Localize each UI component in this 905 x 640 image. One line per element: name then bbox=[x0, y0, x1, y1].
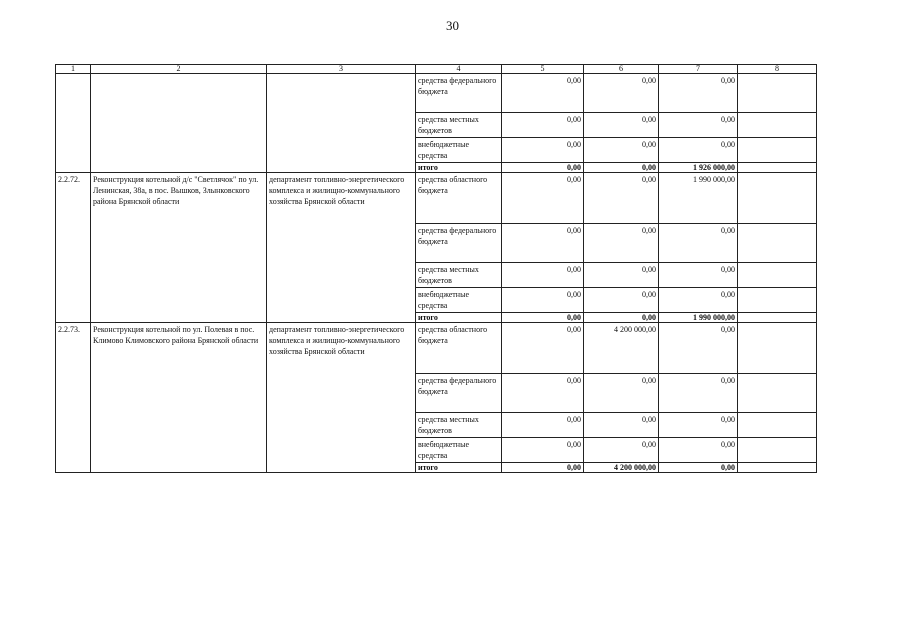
header-cell-1: 1 bbox=[56, 65, 91, 74]
table-row bbox=[56, 173, 817, 224]
amount-col5: 0,00 bbox=[502, 313, 584, 323]
amount-col6: 0,00 bbox=[584, 173, 659, 224]
amount-col6: 0,00 bbox=[584, 113, 659, 138]
header-cell-3: 3 bbox=[267, 65, 416, 74]
header-cell-7: 7 bbox=[659, 65, 738, 74]
funding-source: итого bbox=[416, 463, 502, 473]
amount-col5: 0,00 bbox=[502, 113, 584, 138]
page-number: 30 bbox=[446, 18, 459, 33]
funding-source: средства федерального бюджета bbox=[416, 74, 502, 113]
amount-col7: 0,00 bbox=[659, 374, 738, 413]
amount-col5: 0,00 bbox=[502, 413, 584, 438]
amount-col8 bbox=[738, 463, 817, 473]
amount-col7: 1 990 000,00 bbox=[659, 313, 738, 323]
amount-col6: 0,00 bbox=[584, 74, 659, 113]
entry-number: 2.2.73. bbox=[56, 323, 91, 473]
amount-col7: 1 926 000,00 bbox=[659, 163, 738, 173]
funding-source: внебюджетные средства bbox=[416, 438, 502, 463]
amount-col6: 4 200 000,00 bbox=[584, 323, 659, 374]
amount-col8 bbox=[738, 173, 817, 224]
funding-source: средства местных бюджетов bbox=[416, 413, 502, 438]
amount-col8 bbox=[738, 263, 817, 288]
header-cell-6: 6 bbox=[584, 65, 659, 74]
entry-executor: департамент топливно-энергетического комплекса и жилищно-коммунального хозяйства Брянской области bbox=[267, 173, 416, 323]
amount-col7: 0,00 bbox=[659, 113, 738, 138]
amount-col6: 0,00 bbox=[584, 288, 659, 313]
funding-source: средства федерального бюджета bbox=[416, 374, 502, 413]
amount-col6: 0,00 bbox=[584, 313, 659, 323]
header-row bbox=[56, 65, 817, 74]
amount-col5: 0,00 bbox=[502, 288, 584, 313]
cont-num-cell bbox=[56, 74, 91, 173]
amount-col5: 0,00 bbox=[502, 163, 584, 173]
entry-number: 2.2.72. bbox=[56, 173, 91, 323]
amount-col8 bbox=[738, 438, 817, 463]
amount-col6: 0,00 bbox=[584, 138, 659, 163]
amount-col7: 0,00 bbox=[659, 323, 738, 374]
budget-table bbox=[55, 64, 817, 473]
funding-source: средства местных бюджетов bbox=[416, 113, 502, 138]
amount-col7: 0,00 bbox=[659, 288, 738, 313]
funding-source: средства местных бюджетов bbox=[416, 263, 502, 288]
amount-col5: 0,00 bbox=[502, 323, 584, 374]
amount-col6: 0,00 bbox=[584, 224, 659, 263]
funding-source: средства областного бюджета bbox=[416, 323, 502, 374]
table-row bbox=[56, 74, 817, 113]
funding-source: средства федерального бюджета bbox=[416, 224, 502, 263]
header-cell-8: 8 bbox=[738, 65, 817, 74]
amount-col5: 0,00 bbox=[502, 74, 584, 113]
funding-source: внебюджетные средства bbox=[416, 288, 502, 313]
amount-col8 bbox=[738, 288, 817, 313]
entry-name: Реконструкция котельной д/с "Светлячок" по ул. Ленинская, 38а, в пос. Вышков, Злынковского района Брянской области bbox=[91, 173, 267, 323]
header-cell-4: 4 bbox=[416, 65, 502, 74]
amount-col7: 0,00 bbox=[659, 74, 738, 113]
amount-col7: 0,00 bbox=[659, 438, 738, 463]
amount-col7: 0,00 bbox=[659, 224, 738, 263]
funding-source: средства областного бюджета bbox=[416, 173, 502, 224]
amount-col7: 0,00 bbox=[659, 263, 738, 288]
amount-col7: 1 990 000,00 bbox=[659, 173, 738, 224]
amount-col5: 0,00 bbox=[502, 263, 584, 288]
amount-col8 bbox=[738, 163, 817, 173]
amount-col5: 0,00 bbox=[502, 463, 584, 473]
entry-name: Реконструкция котельной по ул. Полевая в пос. Климово Климовского района Брянской области bbox=[91, 323, 267, 473]
amount-col7: 0,00 bbox=[659, 413, 738, 438]
amount-col8 bbox=[738, 224, 817, 263]
header-cell-2: 2 bbox=[91, 65, 267, 74]
funding-source: итого bbox=[416, 163, 502, 173]
amount-col8 bbox=[738, 313, 817, 323]
amount-col8 bbox=[738, 113, 817, 138]
amount-col7: 0,00 bbox=[659, 463, 738, 473]
table-row bbox=[56, 323, 817, 374]
amount-col8 bbox=[738, 74, 817, 113]
amount-col6: 0,00 bbox=[584, 163, 659, 173]
header-cell-5: 5 bbox=[502, 65, 584, 74]
amount-col8 bbox=[738, 374, 817, 413]
amount-col6: 0,00 bbox=[584, 438, 659, 463]
amount-col5: 0,00 bbox=[502, 224, 584, 263]
amount-col5: 0,00 bbox=[502, 374, 584, 413]
amount-col5: 0,00 bbox=[502, 138, 584, 163]
amount-col6: 0,00 bbox=[584, 374, 659, 413]
amount-col5: 0,00 bbox=[502, 173, 584, 224]
amount-col7: 0,00 bbox=[659, 138, 738, 163]
entry-executor: департамент топливно-энергетического комплекса и жилищно-коммунального хозяйства Брянской области bbox=[267, 323, 416, 473]
amount-col6: 0,00 bbox=[584, 413, 659, 438]
amount-col5: 0,00 bbox=[502, 438, 584, 463]
amount-col6: 0,00 bbox=[584, 263, 659, 288]
amount-col8 bbox=[738, 413, 817, 438]
amount-col6: 4 200 000,00 bbox=[584, 463, 659, 473]
funding-source: внебюджетные средства bbox=[416, 138, 502, 163]
amount-col8 bbox=[738, 323, 817, 374]
funding-source: итого bbox=[416, 313, 502, 323]
amount-col8 bbox=[738, 138, 817, 163]
cont-name-cell bbox=[91, 74, 267, 173]
cont-executor-cell bbox=[267, 74, 416, 173]
